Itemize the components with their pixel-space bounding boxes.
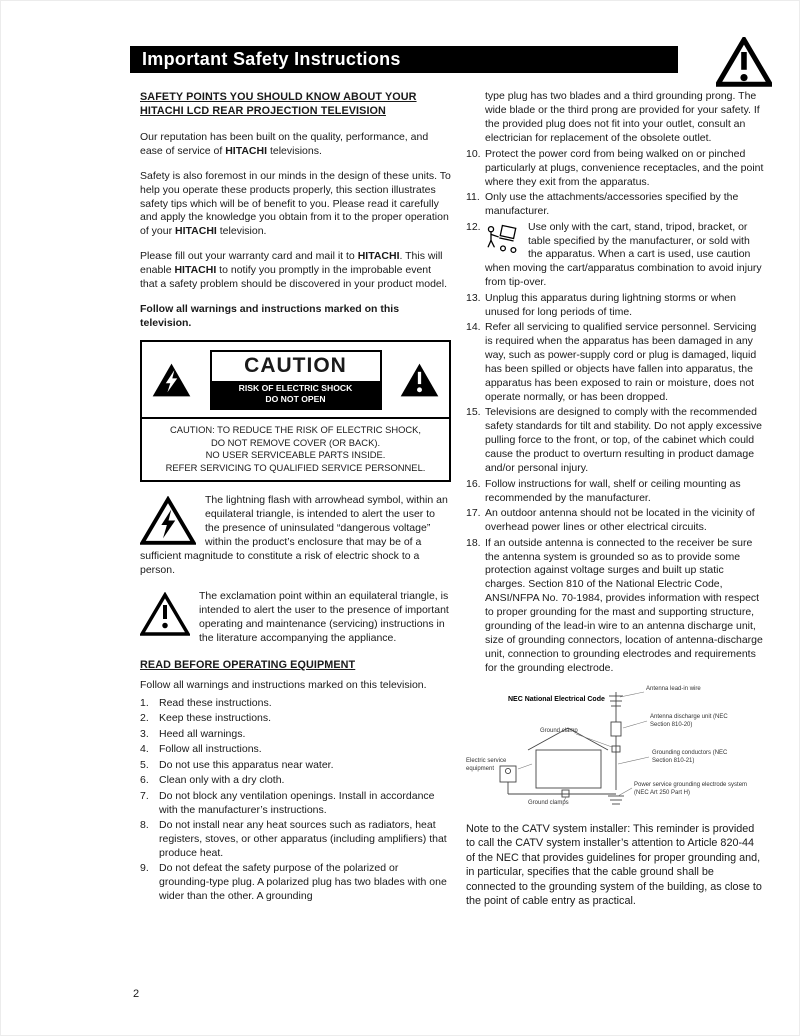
para-follow-warnings: Follow all warnings and instructions marked on this television.	[140, 303, 400, 330]
diagram-label-discharge-unit: Antenna discharge unit (NEC Section 810-20)	[650, 714, 728, 728]
lightning-triangle-icon	[151, 362, 192, 398]
item-9-continuation: type plug has two blades and a third grounding prong. The wide blade or the third prong are provided for your safety. If the provided plug does not fit into your outlet, consult an electrician for replacement of the obsolete outlet.	[485, 90, 760, 144]
left-column	[140, 90, 451, 919]
list-item	[466, 406, 764, 476]
list-item-text: Televisions are designed to comply with the recommended safety standards for tilt and stability. Do not apply excessive pulling force to the front, or top, of the cabinet which could cause the product to overturn resulting in product damage and/or personal injury.	[485, 406, 763, 475]
list-item	[466, 148, 764, 190]
list-item-number: 2.	[140, 712, 149, 725]
page-title: Important Safety Instructions	[142, 49, 401, 69]
list-item-text: Follow all instructions.	[159, 743, 262, 756]
antenna-grounding-diagram	[466, 684, 764, 816]
list-item-text: Refer all servicing to qualified service personnel. Servicing is required when the apparatus has been damaged in any way, such as power-supply cord or plug is damaged, liquid has been spilled or objects have fallen into apparatus, the apparatus has been exposed to rain or moisture, does not operate normally, or has been dropped.	[485, 321, 757, 404]
list-item-number: 6.	[140, 774, 149, 787]
list-item-number: 8.	[140, 819, 149, 832]
section-heading-safety-points: SAFETY POINTS YOU SHOULD KNOW ABOUT YOUR HITACHI LCD REAR PROJECTION TELEVISION	[140, 91, 417, 118]
lightning-explanation	[140, 494, 451, 578]
list-item-number: 10.	[466, 147, 481, 160]
diagram-label-antenna-lead: Antenna lead-in wire	[646, 686, 701, 693]
list-item	[466, 292, 764, 320]
list-item-number: 1.	[140, 696, 149, 709]
list-item-number: 7.	[140, 789, 149, 802]
brand-name: HITACHI	[225, 144, 268, 157]
exclamation-triangle-outline-icon	[140, 592, 190, 636]
lightning-triangle-outline-icon	[140, 496, 196, 545]
caution-note-line: CAUTION: TO REDUCE THE RISK OF ELECTRIC SHOCK,	[169, 424, 422, 436]
diagram-label-grounding-conductors: Grounding conductors (NEC Section 810-21)	[652, 750, 728, 764]
list-item	[466, 507, 764, 535]
list-item	[140, 759, 451, 773]
list-item-text: An outdoor antenna should not be located in the vicinity of overhead power lines or other electrical circuits.	[485, 507, 755, 534]
page-header	[130, 46, 772, 87]
para-reputation	[140, 131, 451, 159]
list-item-text: Read these instructions.	[159, 696, 272, 709]
caution-strip-line: DO NOT OPEN	[265, 394, 326, 405]
list-item	[140, 712, 451, 726]
diagram-label-ground-clamp: Ground clamp	[540, 728, 578, 735]
list-item	[466, 478, 764, 506]
lightning-explanation-text: The lightning flash with arrowhead symbol, within an equilateral triangle, is intended to alert the user to the presence of uninsulated “dangerous voltage” within the product’s enclosure that may be of a sufficient magnitude to constitute a risk of electric shock to a person.	[140, 494, 448, 576]
list-item	[140, 697, 451, 711]
text-segment: . This will enable	[140, 250, 443, 277]
text-segment: to notify you promptly in the improbable event that a safety problem should be discovered in your product model.	[140, 264, 448, 291]
list-item-text: Clean only with a dry cloth.	[159, 774, 285, 787]
caution-note	[142, 417, 449, 480]
para-warranty	[140, 250, 451, 292]
caution-note-line: NO USER SERVICEABLE PARTS INSIDE.	[205, 449, 386, 461]
list-item-number: 16.	[466, 477, 481, 490]
list-item-text: Keep these instructions.	[159, 712, 272, 725]
text-segment: Our reputation has been built on the quality, performance, and ease of service of	[140, 130, 429, 157]
list-item-number: 4.	[140, 743, 149, 756]
list-item-cart	[466, 221, 764, 291]
text-segment: Please fill out your warranty card and mail it to	[140, 250, 358, 263]
list-item-number: 5.	[140, 758, 149, 771]
list-item-number: 3.	[140, 727, 149, 740]
list-item-text: Unplug this apparatus during lightning storms or when unused for long periods of time.	[485, 291, 736, 318]
list-item-text: Do not install near any heat sources such as radiators, heat registers, stoves, or other apparatus (including amplifiers) that produce heat.	[159, 819, 447, 859]
list-item-text: Only use the attachments/accessories specified by the manufacturer.	[485, 191, 739, 218]
caution-note-line: REFER SERVICING TO QUALIFIED SERVICE PERSONNEL.	[165, 461, 426, 473]
caution-title: CAUTION	[244, 354, 347, 378]
list-item-number: 12.	[466, 220, 481, 233]
instructions-list-1-9	[140, 697, 451, 904]
list-item-number: 11.	[466, 191, 480, 204]
right-column	[466, 90, 764, 919]
caution-strip-line: RISK OF ELECTRIC SHOCK	[238, 383, 353, 394]
list-item	[140, 728, 451, 742]
page-body	[140, 90, 764, 919]
list-item	[140, 774, 451, 788]
list-item	[140, 790, 451, 818]
list-item-number: 14.	[466, 321, 481, 334]
list-item-text: Do not block any ventilation openings. Install in accordance with the manufacturer’s instructions.	[159, 789, 435, 816]
cart-tipover-icon	[485, 222, 521, 254]
instructions-list-10-18	[466, 148, 764, 676]
brand-name: HITACHI	[174, 264, 217, 277]
list-item-text: Use only with the cart, stand, tripod, bracket, or table specified by the manufacturer, or sold with the apparatus. When a cart is used, use caution when moving the cart/apparatus combination to avoid injury from tip-over.	[485, 220, 762, 289]
list-item	[466, 537, 764, 677]
text-segment: televisions.	[267, 144, 322, 157]
warning-exclamation-triangle-icon	[716, 37, 772, 87]
text-segment: Safety is also foremost in our minds in the design of these units. To help you operate these products properly, this section illustrates safety tips which will be of benefit to you. Please read it carefully and apply the knowledge you obtain from it to the proper operation of your	[140, 169, 451, 238]
list-item	[140, 862, 451, 904]
text-segment: television.	[216, 225, 267, 238]
brand-name: HITACHI	[357, 250, 400, 263]
exclamation-triangle-icon	[399, 362, 440, 398]
exclamation-explanation	[140, 590, 451, 646]
list-item-text: Do not defeat the safety purpose of the polarized or grounding-type plug. A polarized plug has two blades with one wider than the other. A grounding	[159, 862, 447, 903]
caution-strip	[212, 381, 380, 408]
list-item-text: Do not use this apparatus near water.	[159, 758, 334, 771]
caution-box	[140, 340, 451, 482]
diagram-label-ground-clamps: Ground clamps	[528, 800, 569, 807]
caution-note-line: DO NOT REMOVE COVER (OR BACK).	[210, 436, 381, 448]
diagram-label-nec-code: NEC National Electrical Code	[508, 696, 605, 704]
caution-label	[210, 350, 382, 410]
para-safety	[140, 170, 451, 240]
list-item-number: 18.	[466, 536, 481, 549]
read-before-intro: Follow all warnings and instructions marked on this television.	[140, 678, 427, 691]
diagram-label-electric-service: Electric service equipment	[466, 758, 507, 772]
list-item	[140, 819, 451, 861]
catv-installer-note: Note to the CATV system installer: This reminder is provided to call the CATV system installer’s attention to Article 820-44 of the NEC that provides guidelines for proper grounding and, in particular, specifies that the cable ground shall be connected to the grounding system of the building, as close to the point of cable entry as practical.	[466, 823, 762, 907]
section-heading-read-before: READ BEFORE OPERATING EQUIPMENT	[140, 658, 356, 671]
brand-name: HITACHI	[175, 225, 217, 238]
list-item-number: 17.	[466, 507, 481, 520]
list-item-number: 9.	[140, 862, 149, 875]
header-bar	[130, 46, 678, 73]
diagram-label-power-service: Power service grounding electrode system (NEC Art 250 Part H)	[634, 782, 748, 796]
list-item-text: Heed all warnings.	[159, 727, 246, 740]
list-item-text: If an outside antenna is connected to the receiver be sure the antenna system is grounded so as to provide some protection against voltage surges and built up static charges. Section 810 of the National Electric Code, ANSI/NFPA No. 70-1984, provides information with respect to proper grounding for the mast and supporting structure, grounding of the lead-in wire to an antenna discharge unit, size of grounding connectors, location of antenna-discharge unit, connection to grounding electrodes and requirements for the grounding electrode.	[485, 536, 763, 675]
page-number: 2	[133, 988, 140, 1000]
list-item-text: Protect the power cord from being walked on or pinched particularly at plugs, convenience receptacles, and the point where they exit from the apparatus.	[485, 147, 764, 188]
exclamation-explanation-text: The exclamation point within an equilateral triangle, is intended to alert the user to the presence of important operating and maintenance (servicing) instructions in the literature accompanying the appliance.	[199, 589, 449, 644]
list-item	[466, 321, 764, 405]
list-item	[466, 191, 764, 219]
list-item-text-with-icon	[485, 221, 764, 291]
list-item-text: Follow instructions for wall, shelf or ceiling mounting as recommended by the manufacturer.	[485, 477, 741, 504]
list-item	[140, 743, 451, 757]
list-item-number: 13.	[466, 291, 481, 304]
caution-box-top	[142, 342, 449, 417]
list-item-number: 15.	[466, 406, 481, 419]
